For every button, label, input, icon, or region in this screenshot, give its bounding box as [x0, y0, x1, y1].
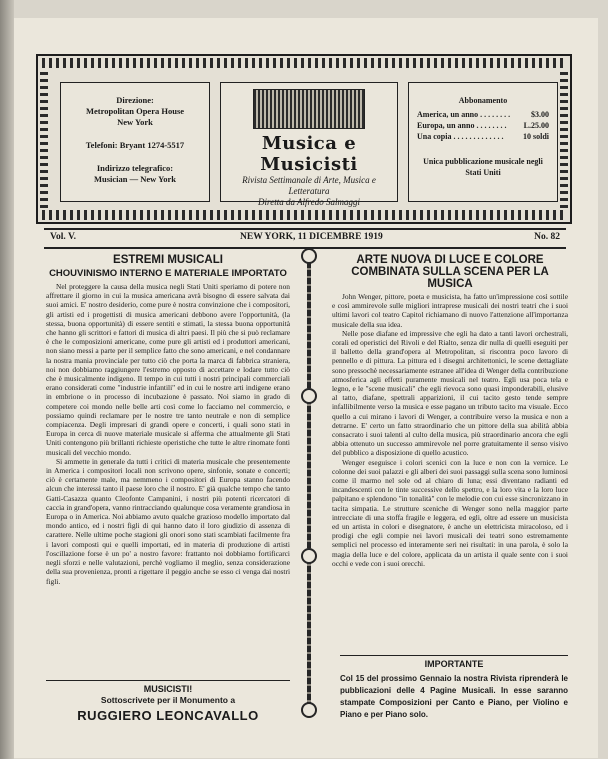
ornamental-column-divider: [298, 248, 320, 718]
abbonamento-row-label: America, un anno . . . . . . . .: [417, 110, 511, 119]
importante-heading: IMPORTANTE: [424, 659, 484, 669]
direzione-line2: New York: [117, 117, 153, 127]
muses-emblem-image: [253, 89, 365, 129]
divider-ornament: [301, 548, 317, 564]
abbonamento-row-label: Europa, un anno . . . . . . . .: [417, 121, 507, 130]
abbonamento-label: Abbonamento: [458, 96, 508, 105]
abbonamento-box: [408, 82, 558, 202]
dateline: [50, 232, 560, 246]
abbonamento-row-price: L.25.00: [523, 121, 549, 130]
direzione-line1: Metropolitan Opera House: [85, 106, 185, 116]
direzione-box: [60, 82, 210, 202]
issue-date: NEW YORK, 11 DICEMBRE 1919: [240, 232, 383, 242]
left-article-paragraph: Si ammette in generale da tutti i critici di materia musicale che presentemente in America i compositori locali non scrivono opere, sinfonie, sonate e concerti; ciò è certamente male, ma nemmeno i compositori di Europa stanno facendo alcun che interessi tanto il paese loro che il nostro. E' già qualche tempo che tanto Gatti-Casazza quanto Cleofonte Campanini, i nostri più potenti ricercatori di caccia in grand'opera, vanno rintracciando qualunque cosa veramente grandiosa in Europa o in America. Noi abbiamo avuto qualche grazioso modello importato dal mondo antico, ed i nostri figli di qui hanno dato il loro giudizio di assenza di carattere. Nelle ultime poche stagioni gli onori sono stati scambiati facilmente fra i lavori composti qui e quelli importati, ed in materia di produzione di artisti l'oscillazione forse è un po' a nostro favore: frattanto noi dobbiamo fortificarci negli sforzi e nelle valutazioni, perchè vogliamo il meglio, senza considerazione della sua provenienza, pronti a rigettare il peggio anche se esso ci venga dai nostri figli.: [46, 456, 290, 586]
abbonamento-row: [409, 120, 557, 131]
importante-text: Col 15 del prossimo Gennaio la nostra Rivista riprenderà le pubblicazioni delle 4 Pagine Musicali. In esse saranno stampate Composizioni per Canto e Piano, per Violino e Piano e per Piano solo.: [340, 674, 568, 719]
page-spine-shadow: [0, 0, 14, 759]
divider-ornament: [301, 388, 317, 404]
ornament-border-top: [42, 58, 566, 68]
right-article: [332, 254, 568, 568]
title-box: [220, 82, 398, 207]
unica-pubblicazione: Unica pubblicazione musicale negli Stati Uniti: [423, 157, 543, 177]
abbonamento-row-price: 10 soldi: [522, 132, 549, 141]
abbonamento-row-price: $3.00: [531, 110, 549, 119]
masthead-subtitle: Rivista Settimanale di Arte, Musica e Letteratura: [242, 175, 376, 196]
masthead: [36, 54, 572, 224]
right-article-paragraph: Wenger eseguisce i colori scenici con la luce e non con la vernice. Le colonne dei suoi palazzi e gli alberi dei suoi passaggi sulla scena sono luminosi come il marmo nel sole od al chiaro di luna; essi diventano radianti ed incandescenti con le tinte successive dello spettro, e la loro vita e la loro luce palpitano e splendono "in tonalità" con le melodie con cui esse sincronizzano in tacita simpatia. Le strutture sceniche di Wenger sono nella maggior parte intrecciate di una stoffa fragile e leggera, ed egli, oltre ad essere un musicista ed un artista in colori e disegnatore, è anche un elettricista miracoloso, ed i prodigi che egli compie nei lavori musicali dei teatri sono estremamente semplici nel processo ed interamente seri nei risultati: in una parola, è solo la magia della luce e del colore, applicata da un artista il quale sente con i suoi occhi e vede con i suoi orecchi.: [332, 457, 568, 568]
left-article-paragraph: Nel proteggere la causa della musica negli Stati Uniti speriamo di potere non affrettare il giorno in cui la musica americana avrà bisogno di essere salvata dai suoi amici. E' nostro desiderio, come pure è nostra convinzione che i compositori, gli artisti ed i progettisti di musica americani debbono avere l'opportunità, (la stessa, buona opportunità) di essere sentiti e stimati, la stessa buona opportunità che hanno gli scrittori e fattori di musica di altri paesi. Il più che si può reclamare è che le composizioni americane, come pure gli artisti ed i produttori americani, non siano messi a parte per il semplice fatto che sono americani, e nel condannare la nostra mania provinciale per tutto ciò che porta la marca di fabbrica straniera, noi non dobbiamo raggiungere l'estremo opposto di accettare e lodare tutto ciò che è musicalmente indigeno. Il tempo in cui tutti i nostri principali commerciali erano considerati come "industrie infantili" ed in cui le nostre arti indigene erano in embrione o in processo di incubazione è passato. Noi siamo in grado di competere coi mondo nelle belle arti così come lo facciamo nel commercio, e possiamo quindi reclamare per le nostre tre tanto neutrale e non di semplice compiacenza. Degli impresari di grandi opere e concerti, i quali sono stati in Europa in cerca di nuove materiale musicale si afferma che attualmente gli Stati Uniti contengono più brillanti richieste operistiche che tutte le altre rinomate fonti musicali del vecchio mondo.: [46, 282, 290, 457]
importante-notice: [340, 655, 568, 721]
right-article-paragraph: Nelle pose diafane ed impressive che egli ha dato a tanti lavori orchestrali, corali ed operistici del Rivoli e del Rialto, senza dir nulla di quelli eseguiti per il balletto della grand'opera al Metropolitan, si riscontra poco lavoro di pennello e di pittura. La pittura ed i disegni architettonici, le scene dettagliate sono pressochè necessariamente estranee all'idea di Wenger della contribuzione atmosferica agli effetti puramente musicali nel teatro. Egli usa poca tela e legno, e le "scene musicali" che egli rievoca sono quasi imponderabili, elusive al tatto, diafane, spettrali apparizioni, il cui tacito gesto tende sempre infallibilmente verso la musica e esse pagano un tributo tacito ma visuale. Ecco quello a cui mirano i lavori di Wenger, a contribuire verso la musica e non a detrarne. E' certo un fatto straordinario che un pittore della sua abilità abbia consacrato i suoi talenti al culto della musica, più straordinario ancora che egli abbia ottenuto un successo ammirevole nel porre gratuitamente il senso visivo del pubblico a disposizione di quello acustico.: [332, 328, 568, 458]
indirizzo-value: Musician — New York: [93, 174, 177, 184]
telefoni: Telefoni: Bryant 1274-5517: [85, 140, 185, 150]
ornament-border-left: [40, 70, 48, 208]
abbonamento-row: [409, 131, 557, 142]
divider-ornament: [301, 248, 317, 264]
abbonamento-rows: [409, 109, 557, 142]
divider-bar: [307, 258, 311, 708]
musicisti-heading: MUSICISTI!: [143, 684, 193, 694]
direzione-label: Direzione:: [116, 95, 154, 105]
dateline-rule-top: [44, 228, 566, 230]
left-article: [46, 254, 290, 586]
right-article-title: ARTE NUOVA DI LUCE E COLORE COMBINATA SULLA SCENA PER LA MUSICA: [351, 254, 549, 290]
issue-number: No. 82: [534, 232, 560, 242]
leoncavallo-name: RUGGIERO LEONCAVALLO: [77, 708, 259, 723]
importante-rule: [340, 655, 568, 656]
masthead-title: Musica e Musicisti: [260, 133, 358, 175]
musicisti-line: Sottoscrivete per il Monumento a: [100, 695, 236, 705]
right-article-paragraph: John Wenger, pittore, poeta e musicista, ha fatto un'impressione così sottile e così ammirevole sulle migliori intraprese musicali dei nostri teatri che i suoi ultimi lavori col teatro Capitol richiamano di nuovo l'attenzione all'importanza musicale della sua idea.: [332, 292, 568, 329]
musicisti-rule: [46, 680, 290, 681]
musicisti-notice: [46, 684, 290, 723]
left-article-title: ESTREMI MUSICALI: [113, 254, 223, 266]
left-article-subtitle: CHOUVINISMO INTERNO E MATERIALE IMPORTATO: [49, 268, 287, 279]
abbonamento-row: [409, 109, 557, 120]
volume: Vol. V.: [50, 232, 76, 242]
ornament-border-right: [560, 70, 568, 208]
indirizzo-label: Indirizzo telegrafico:: [96, 163, 174, 173]
ornament-border-bottom: [42, 210, 566, 220]
abbonamento-row-label: Una copia . . . . . . . . . . . . .: [417, 132, 504, 141]
divider-ornament: [301, 702, 317, 718]
masthead-director: Diretta da Alfredo Salmaggi: [258, 197, 360, 207]
